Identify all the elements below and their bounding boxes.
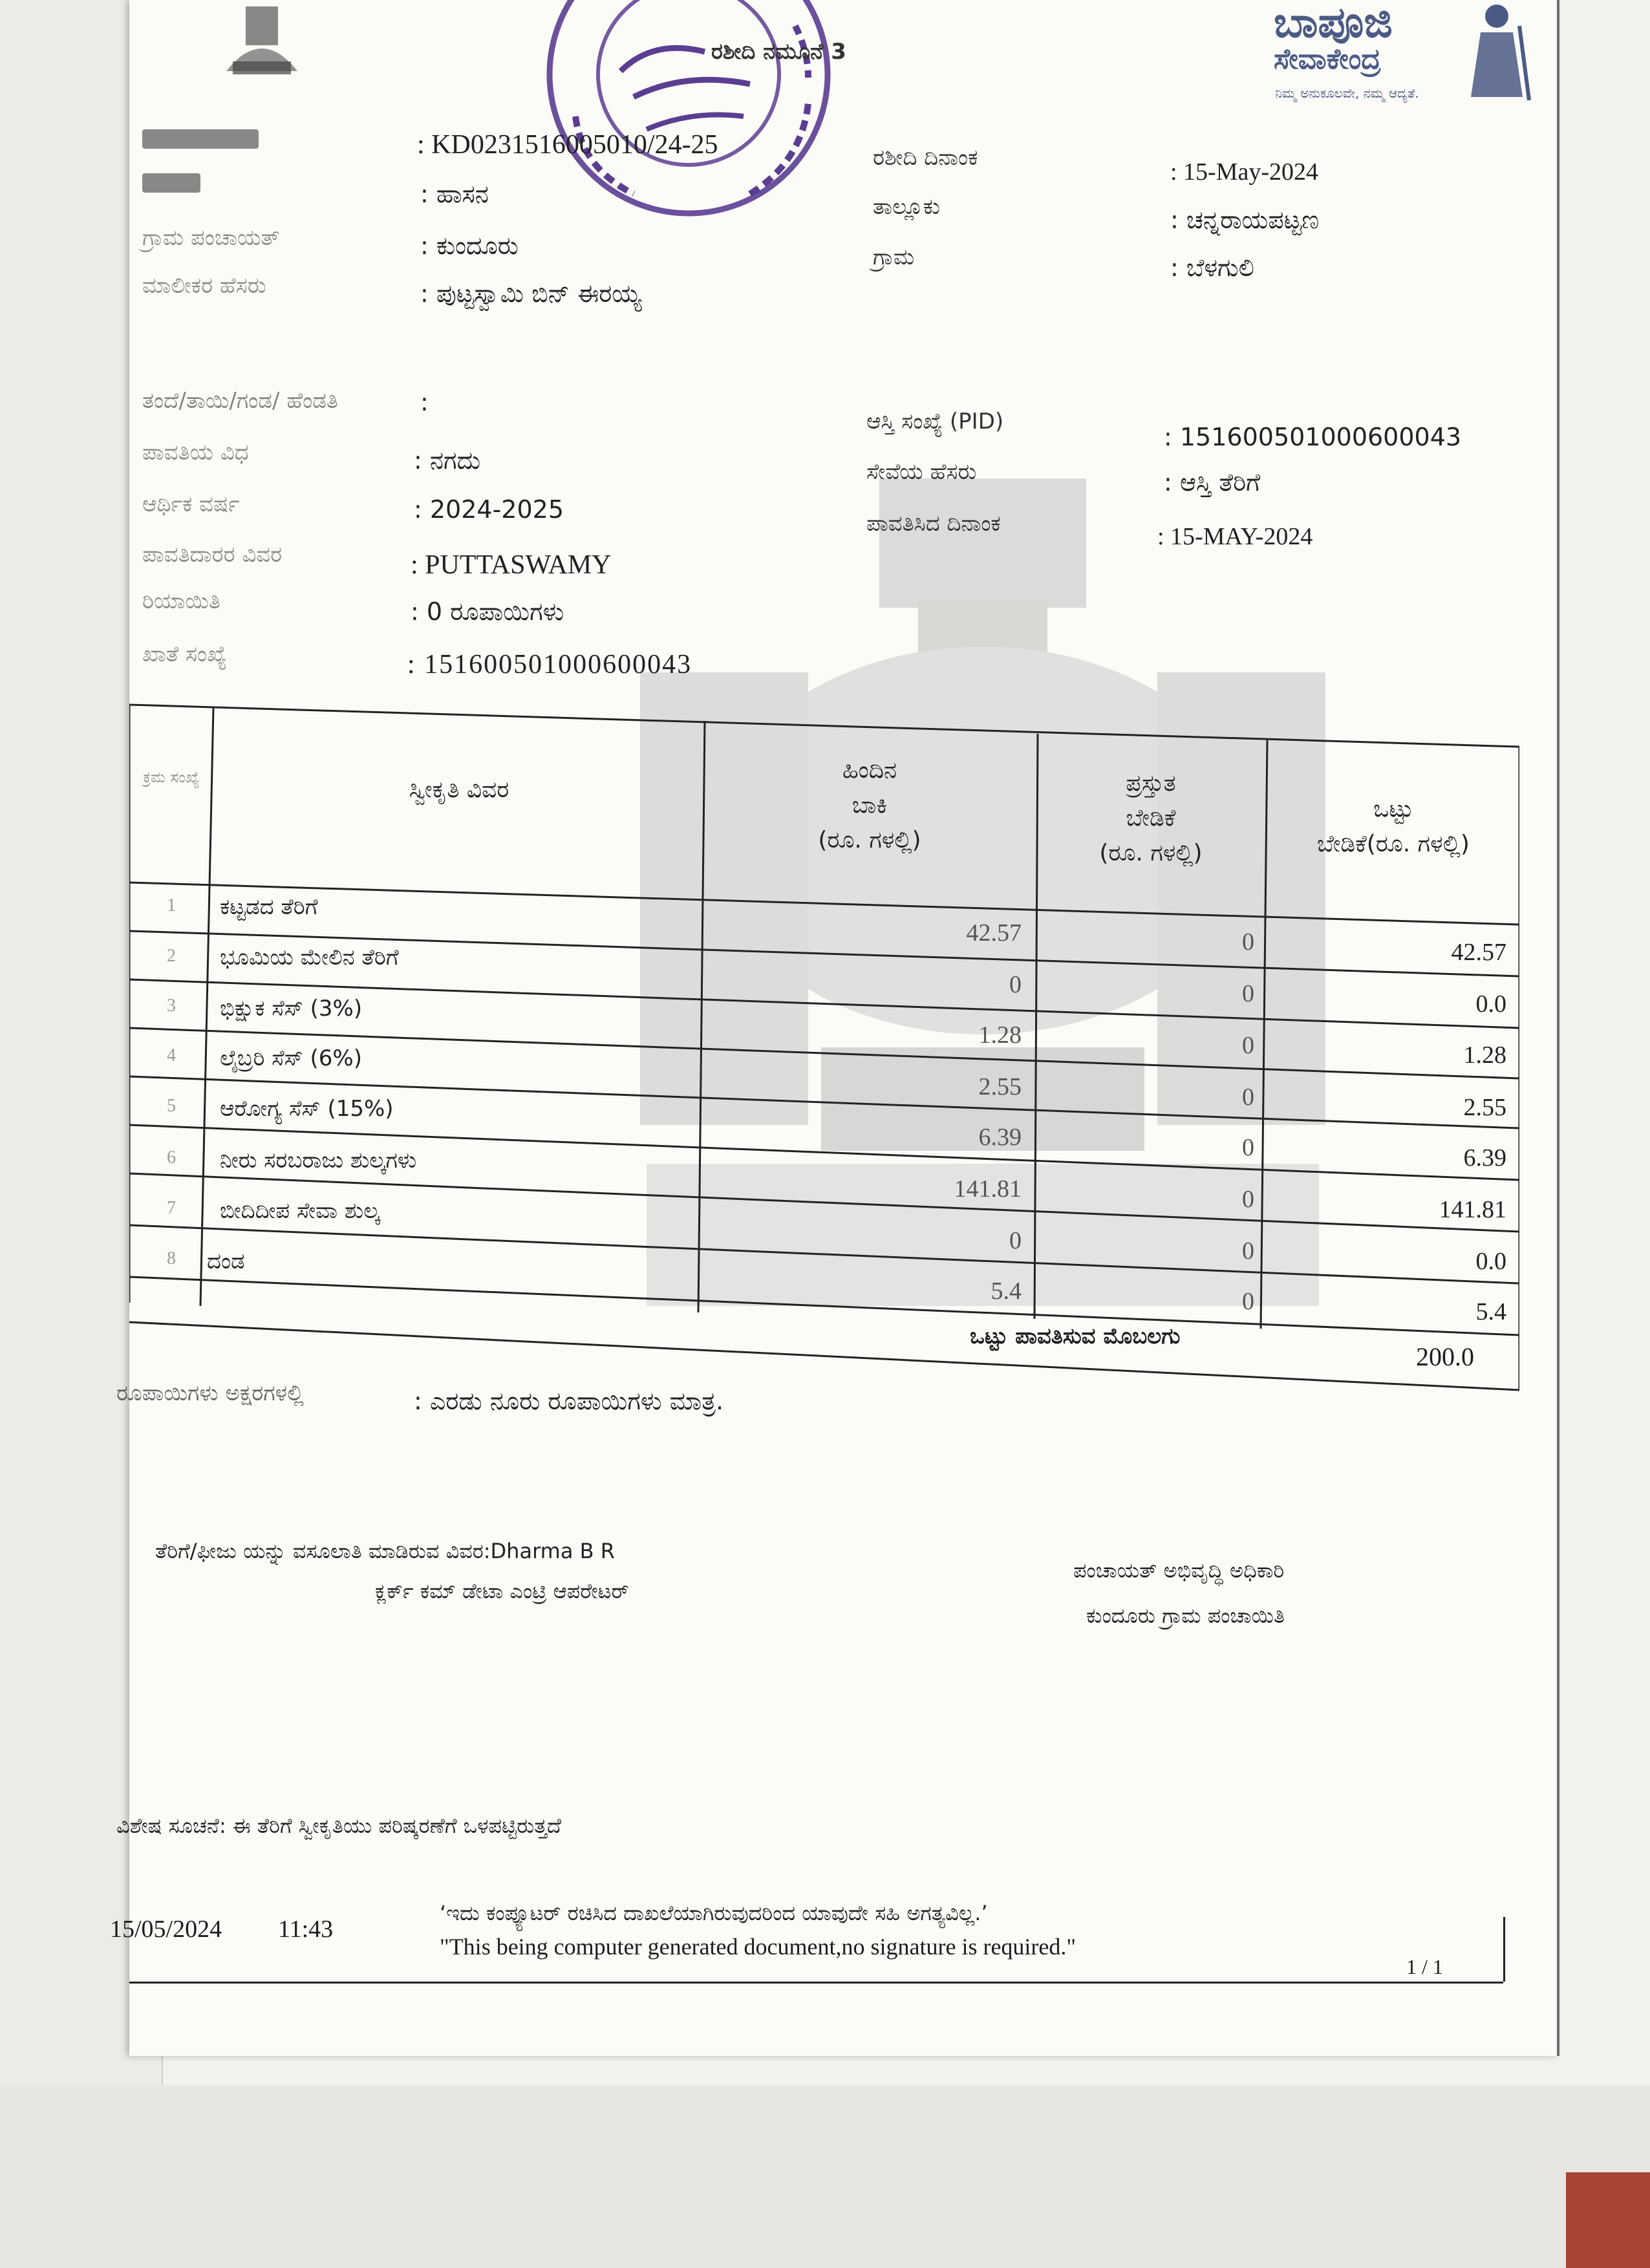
taluk-label: ತಾಲ್ಲೂಕು: [873, 194, 940, 220]
service-label: ಸೇವೆಯ ಹೆಸರು: [866, 459, 977, 485]
amount-words-label: ರೂಪಾಯಿಗಳು ಅಕ್ಷರಗಳಲ್ಲಿ: [116, 1380, 304, 1406]
owner-value: : ಪುಟ್ಟಸ್ವಾಮಿ ಬಿನ್ ಈರಯ್ಯ: [420, 279, 642, 308]
print-date: 15/05/2024: [110, 1916, 222, 1943]
office-stamp-icon: [537, 0, 841, 226]
taluk-value: : ಚನ್ನರಾಯಪಟ್ಟಣ: [1170, 206, 1320, 234]
col-header-desc: ಸ್ವೀಕೃತಿ ವಿವರ: [409, 776, 509, 803]
collector-line: ತೆರಿಗೆ/ಫೀಜು ಯನ್ನು ವಸೂಲಾತಿ ಮಾಡಿರುವ ವಿವರ:Dharma B R: [155, 1539, 615, 1563]
gandhi-figure-icon: [1461, 0, 1532, 103]
receipt-no-value: : KD0231516005010/24-25: [417, 130, 718, 160]
payment-mode-value: : ನಗದು: [414, 446, 481, 475]
computer-note-kn: ‘ಇದು ಕಂಪ್ಯೂಟರ್ ರಚಿಸಿದ ದಾಖಲೆಯಾಗಿರುವುದರಿಂದ ಯಾವುದೇ ಸಹಿ ಅಗತ್ಯವಿಲ್ಲ.’: [440, 1901, 988, 1925]
faded-label-district: [142, 173, 200, 193]
computer-note-en: "This being computer generated document,no signature is required.": [440, 1934, 1077, 1960]
col-header-total: ಒಟ್ಟು ಬೇಡಿಕೆ(ರೂ. ಗಳಲ್ಲಿ): [1317, 796, 1470, 857]
receipt-form-label: ರಶೀದಿ ನಮೂನೆ 3: [711, 39, 846, 65]
col-header-curr: ಪ್ರಸ್ತುತ ಬೇಡಿಕೆ (ರೂ. ಗಳಲ್ಲಿ): [1099, 770, 1203, 866]
gp-value: : ಕುಂದೂರು: [420, 231, 519, 260]
pid-value: : 151600501000600043: [1164, 423, 1462, 451]
bapuji-logo-tagline: ನಿಮ್ಮ ಅನುಕೂಲವೇ, ನಮ್ಮ ಆದ್ಯತೆ.: [1275, 85, 1419, 101]
year-value: : 2024-2025: [414, 495, 564, 524]
payer-label: ಪಾವತಿದಾರರ ವಿವರ: [142, 542, 283, 568]
pid-label: ಆಸ್ತಿ ಸಂಖ್ಯೆ (PID): [866, 409, 1004, 434]
background-red-object: [1566, 2172, 1650, 2268]
collector-role: ಕ್ಲರ್ಕ್ ಕಮ್ ಡೇಟಾ ಎಂಟ್ರಿ ಆಪರೇಟರ್: [375, 1579, 629, 1603]
village-value: : ಬೆಳಗುಲಿ: [1170, 253, 1254, 282]
faded-label-receipt-no: [142, 129, 259, 149]
district-value: : ಹಾಸನ: [420, 180, 489, 208]
concession-label: ರಿಯಾಯಿತಿ: [142, 588, 220, 614]
officer-office: ಕುಂದೂರು ಗ್ರಾಮ ಪಂಚಾಯಿತಿ: [1086, 1603, 1285, 1628]
receipt-document: [110, 0, 1558, 2056]
payer-value: : PUTTASWAMY: [411, 550, 612, 580]
col-header-sl: ಕ್ರಮ ಸಂಖ್ಯೆ: [143, 768, 200, 786]
footer-rule: [129, 1982, 1503, 1984]
village-label: ಗ್ರಾಮ: [873, 244, 915, 270]
receipt-date-label: ರಶೀದಿ ದಿನಾಂಕ: [873, 145, 978, 171]
total-value: 200.0: [1416, 1342, 1474, 1371]
concession-value: : 0 ರೂಪಾಯಿಗಳು: [411, 597, 564, 626]
background-surface: [0, 2085, 1650, 2268]
total-label: ಒಟ್ಟು ಪಾವತಿಸುವ ಮೊಬಲಗು: [970, 1323, 1181, 1349]
payment-mode-label: ಪಾವತಿಯ ವಿಧ: [142, 440, 249, 465]
paper-edge: [1557, 0, 1559, 2056]
bapuji-logo-subtitle: ಸೇವಾಕೇಂದ್ರ: [1274, 43, 1381, 76]
account-label: ಖಾತೆ ಸಂಖ್ಯೆ: [142, 641, 227, 667]
col-header-prev: ಹಿಂದಿನ ಬಾಕಿ (ರೂ. ಗಳಲ್ಲಿ): [818, 757, 921, 853]
account-value: : 151600501000600043: [407, 650, 692, 679]
special-note: ವಿಶೇಷ ಸೂಚನೆ: ಈ ತೆರಿಗೆ ಸ್ವೀಕೃತಿಯು ಪರಿಷ್ಕರಣೆಗೆ ಒಳಪಟ್ಟಿರುತ್ತದೆ: [116, 1813, 561, 1838]
owner-label: ಮಾಲೀಕರ ಹೆಸರು: [142, 273, 266, 299]
officer-title: ಪಂಚಾಯತ್ ಅಭಿವೃದ್ಧಿ ಅಧಿಕಾರಿ: [1073, 1558, 1285, 1583]
service-value: : ಆಸ್ತಿ ತೆರಿಗೆ: [1164, 468, 1261, 497]
relation-value: :: [420, 388, 429, 416]
state-emblem-icon: [220, 0, 304, 78]
paid-date-value: : 15-MAY-2024: [1157, 523, 1313, 550]
relation-label: ತಂದೆ/ತಾಯಿ/ಗಂಡ/ ಹೆಂಡತಿ: [142, 388, 338, 414]
bapuji-logo-title: ಬಾಪೂಜಿ: [1274, 0, 1393, 47]
page-number: 1 / 1: [1406, 1955, 1443, 1978]
tax-table: ಕ್ರಮ ಸಂಖ್ಯೆ ಸ್ವೀಕೃತಿ ವಿವರ ಹಿಂದಿನ ಬಾಕಿ (ರೂ. ಗಳಲ್ಲಿ) ಪ್ರಸ್ತುತ ಬೇಡಿಕೆ (ರೂ. ಗಳಲ್ಲಿ) ಒಟ್ಟು ಬೇಡಿಕೆ(ರೂ. ಗಳಲ್ಲಿ) 1 ಕಟ್ಟಡದ ತೆರಿಗೆ 42.57 0 42.57 2 ಭೂಮಿಯ ಮೇಲಿನ ತೆರಿಗೆ 0 0 0.0 3 ಭಿಕ್ಷುಕ ಸೆಸ್ (3%) 1.28 0 1.28 4 ಲೈಬ್ರರಿ ಸೆಸ್ (6%) 2.55 0 2.55 5 ಆರೋಗ್ಯ ಸೆಸ್ (15%) 6.39 0 6.39 6 ನೀರು ಸರಬರಾಜು ಶುಲ್ಕಗಳು 141.81 0 141.81 7 ಬೀದಿದೀಪ ಸೇವಾ ಶುಲ್ಕ 0 0 0.0 8 ದಂಡ 5.4 0 5.4 ಒಟ್ಟು ಪಾವತಿಸುವ ಮೊಬಲಗು 200.0: [129, 701, 1519, 1400]
footer-right-rule: [1503, 1917, 1505, 1982]
paid-date-label: ಪಾವತಿಸಿದ ದಿನಾಂಕ: [866, 511, 1001, 537]
gp-label: ಗ್ರಾಮ ಪಂಚಾಯತ್: [142, 225, 280, 251]
amount-words-value: : ಎರಡು ನೂರು ರೂಪಾಯಿಗಳು ಮಾತ್ರ.: [414, 1387, 724, 1415]
year-label: ಆರ್ಥಿಕ ವರ್ಷ: [142, 491, 240, 517]
print-time: 11:43: [278, 1916, 334, 1943]
receipt-date-value: : 15-May-2024: [1170, 158, 1319, 186]
